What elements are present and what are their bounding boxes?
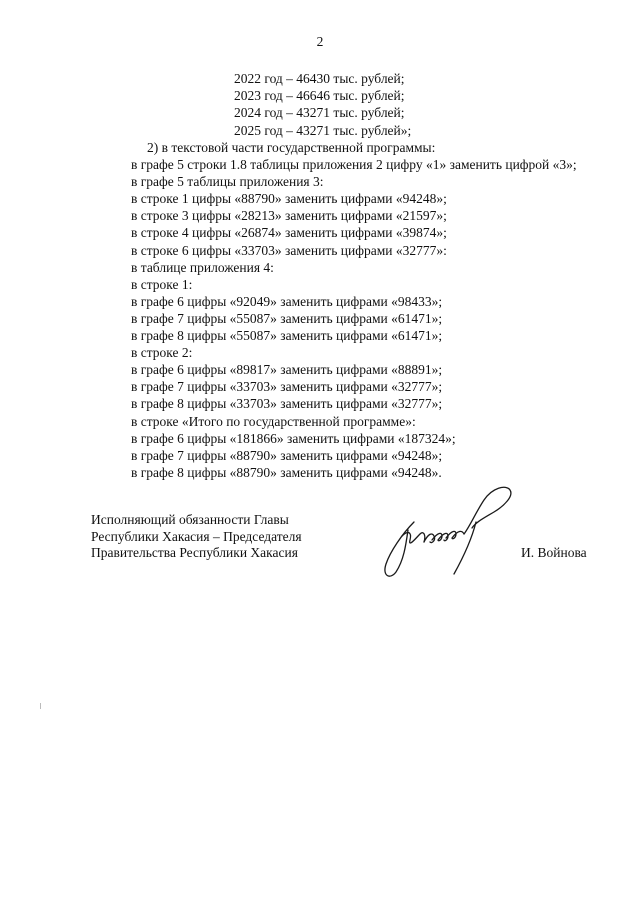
page-number: 2	[316, 34, 324, 49]
signatory-title-line: Правительства Республики Хакасия	[91, 545, 298, 561]
amendment-line: в графе 7 цифры «33703» заменить цифрами «32777»;	[131, 379, 443, 395]
amendment-line: в графе 6 цифры «181866» заменить цифрами «187324»;	[131, 430, 456, 446]
amendment-line: 2) в текстовой части государственной программы:	[147, 140, 436, 155]
amendment-line: в графе 8 цифры «55087» заменить цифрами «61471»;	[131, 328, 443, 344]
handwritten-signature-icon	[372, 478, 522, 588]
amendment-line: в графе 5 таблицы приложения 3:	[131, 174, 324, 190]
amendment-line: в графе 8 цифры «33703» заменить цифрами «32777»;	[131, 396, 443, 412]
scan-edge-mark	[40, 703, 41, 709]
amendment-line: в графе 6 цифры «89817» заменить цифрами «88891»;	[131, 362, 443, 378]
amendment-line: в строке 2:	[131, 345, 193, 361]
amendment-line: в строке 6 цифры «33703» заменить цифрами «32777»:	[131, 242, 447, 258]
amendment-line: в строке 1:	[131, 276, 193, 292]
amendment-line: в таблице приложения 4:	[131, 259, 274, 275]
signatory-title-line: Республики Хакасия – Председателя	[91, 528, 302, 544]
funding-year-line: 2022 год – 46430 тыс. рублей;	[234, 71, 405, 86]
amendment-line: в графе 7 цифры «88790» заменить цифрами «94248»;	[131, 447, 443, 463]
amendment-line: в графе 7 цифры «55087» заменить цифрами «61471»;	[131, 310, 443, 326]
amendment-line: в строке 3 цифры «28213» заменить цифрами «21597»;	[131, 208, 447, 224]
amendment-line: в графе 8 цифры «88790» заменить цифрами «94248».	[131, 464, 442, 480]
amendment-line: в графе 6 цифры «92049» заменить цифрами «98433»;	[131, 293, 443, 309]
funding-year-line: 2024 год – 43271 тыс. рублей;	[234, 105, 405, 121]
amendment-line: в строке «Итого по государственной программе»:	[131, 413, 416, 429]
funding-year-line: 2023 год – 46646 тыс. рублей;	[234, 88, 405, 104]
amendment-line: в графе 5 строки 1.8 таблицы приложения 2 цифру «1» заменить цифрой «3»;	[131, 157, 577, 173]
signer-name: И. Войнова	[521, 545, 587, 560]
amendment-line: в строке 4 цифры «26874» заменить цифрами «39874»;	[131, 225, 447, 241]
amendment-line: в строке 1 цифры «88790» заменить цифрами «94248»;	[131, 191, 447, 207]
signatory-title	[91, 512, 302, 562]
funding-year-line: 2025 год – 43271 тыс. рублей»;	[234, 122, 412, 138]
funding-years-list	[234, 70, 411, 139]
amendments-text	[131, 139, 577, 481]
signatory-title-line: Исполняющий обязанности Главы	[91, 512, 289, 527]
